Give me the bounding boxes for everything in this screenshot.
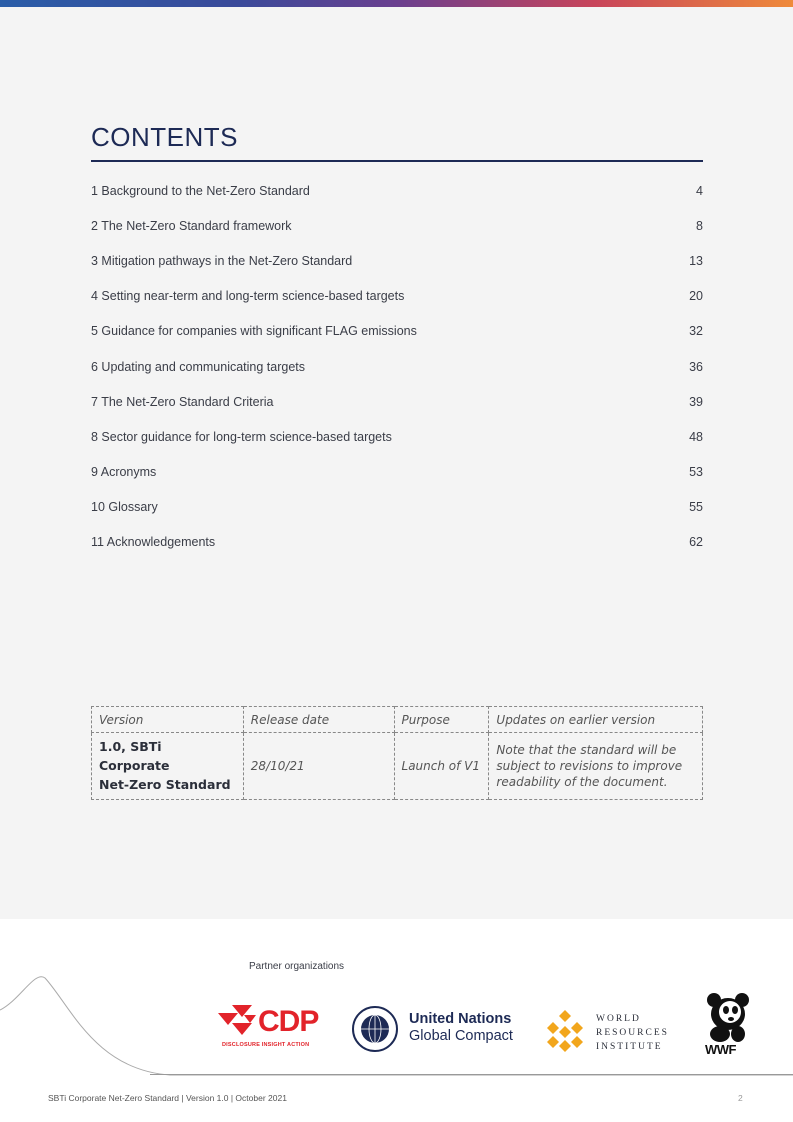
toc-item[interactable] (91, 208, 703, 243)
toc-item-label: 4 Setting near-term and long-term science-based targets (91, 289, 405, 304)
cell-updates: Note that the standard will be subject to revisions to improve readability of the document. (489, 733, 703, 800)
page-number: 2 (738, 1093, 743, 1103)
toc-item[interactable] (91, 243, 703, 278)
toc-item-label: 3 Mitigation pathways in the Net-Zero Standard (91, 253, 353, 268)
cdp-logo[interactable] (218, 1005, 326, 1051)
toc-item[interactable] (91, 384, 703, 419)
ungc-line-2: Global Compact (409, 1028, 513, 1044)
un-global-compact-logo[interactable] (351, 1005, 521, 1053)
cell-version (92, 733, 244, 800)
wri-wordmark (596, 1012, 669, 1054)
ungc-line-1: United Nations (409, 1011, 512, 1027)
header-release-date: Release date (243, 707, 394, 733)
wri-line-2: RESOURCES (596, 1028, 669, 1038)
toc-item-label: 7 The Net-Zero Standard Criteria (91, 394, 274, 409)
wri-lattice-icon (543, 1008, 587, 1052)
cdp-wordmark: CDP (258, 1005, 319, 1038)
toc-item[interactable] (91, 419, 703, 454)
wwf-logo[interactable] (700, 990, 756, 1058)
wwf-wordmark: WWF (705, 1042, 736, 1057)
toc-item[interactable] (91, 173, 703, 208)
wri-line-1: WORLD (596, 1014, 641, 1024)
version-table (91, 706, 703, 800)
cdp-tagline: DISCLOSURE INSIGHT ACTION (222, 1042, 310, 1048)
toc-item-label: 9 Acronyms (91, 465, 157, 480)
table-row (92, 733, 703, 800)
toc-item[interactable] (91, 314, 703, 349)
toc-item-page: 55 (689, 500, 703, 515)
toc-item-label: 10 Glossary (91, 500, 158, 515)
version-line-2: Net-Zero Standard (99, 776, 231, 792)
header-version: Version (92, 707, 244, 733)
page-title: CONTENTS (91, 122, 238, 152)
top-gradient-bar (0, 0, 793, 7)
toc-item[interactable] (91, 490, 703, 525)
wri-logo[interactable] (543, 1008, 673, 1054)
version-line-1: 1.0, SBTi Corporate (99, 739, 170, 773)
toc-item-label: 2 The Net-Zero Standard framework (91, 218, 292, 233)
toc-item-label: 5 Guidance for companies with significant FLAG emissions (91, 324, 417, 339)
cell-release-date: 28/10/21 (243, 733, 394, 800)
toc-item[interactable] (91, 525, 703, 560)
toc-item-page: 13 (689, 253, 703, 268)
toc-item[interactable] (91, 455, 703, 490)
toc-item-page: 36 (689, 359, 703, 374)
wri-line-3: INSTITUTE (596, 1042, 663, 1052)
toc-item-page: 62 (689, 535, 703, 550)
cell-purpose: Launch of V1 (394, 733, 489, 800)
toc-item-page: 48 (689, 429, 703, 444)
partner-label: Partner organizations (249, 961, 345, 972)
un-globe-icon (351, 1005, 399, 1053)
toc-item-label: 8 Sector guidance for long-term science-based targets (91, 429, 392, 444)
toc-item-label: 11 Acknowledgements (91, 535, 216, 550)
header-purpose: Purpose (394, 707, 489, 733)
toc-item-page: 39 (689, 394, 703, 409)
panda-icon (700, 990, 756, 1042)
table-of-contents (91, 173, 703, 560)
toc-item[interactable] (91, 349, 703, 384)
footer-divider (150, 1074, 793, 1075)
version-table-header (92, 707, 703, 733)
toc-item-page: 20 (689, 289, 703, 304)
toc-item-page: 4 (696, 183, 703, 198)
footer-document-info: SBTi Corporate Net-Zero Standard | Version 1.0 | October 2021 (48, 1093, 287, 1103)
header-updates: Updates on earlier version (489, 707, 703, 733)
toc-item-label: 6 Updating and communicating targets (91, 359, 306, 374)
cdp-mark-icon (218, 1005, 258, 1041)
toc-item-page: 32 (689, 324, 703, 339)
title-divider (91, 160, 703, 162)
toc-item[interactable] (91, 279, 703, 314)
toc-item-label: 1 Background to the Net-Zero Standard (91, 183, 310, 198)
toc-item-page: 53 (689, 465, 703, 480)
toc-item-page: 8 (696, 218, 703, 233)
